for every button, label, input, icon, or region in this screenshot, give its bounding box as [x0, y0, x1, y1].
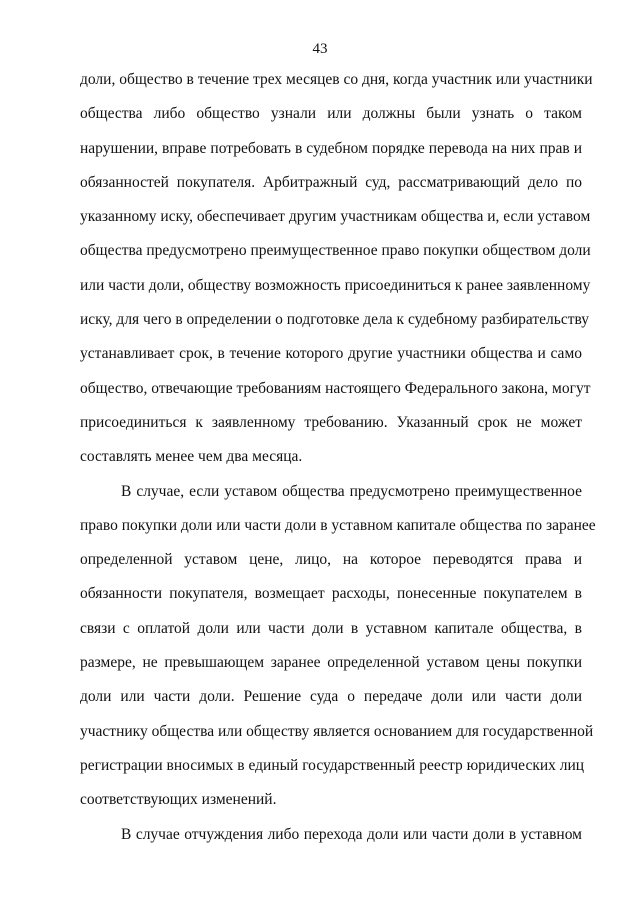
text-line: право покупки доли или части доли в уставном капитале общества по заранее — [80, 516, 596, 534]
text-line: регистрации вносимых в единый государственный реестр юридических лиц — [80, 756, 585, 774]
paragraph — [80, 475, 596, 818]
text-line: нарушении, вправе потребовать в судебном порядке перевода на них прав и — [80, 139, 582, 157]
text-line: составлять менее чем два месяца. — [80, 448, 303, 466]
document-body — [80, 63, 596, 852]
text-line: общества предусмотрено преимущественное право покупки обществом доли — [80, 242, 591, 260]
text-line: указанному иску, обеспечивает другим участникам общества и, если уставом — [80, 208, 591, 226]
paragraph — [80, 818, 582, 852]
text-line: общества либо общество узнали или должны были узнать о таком — [80, 105, 582, 123]
text-line: обязанности покупателя, возмещает расходы, понесенные покупателем в — [80, 585, 582, 603]
text-line: обязанностей покупателя. Арбитражный суд, рассматривающий дело по — [80, 173, 582, 191]
text-line: присоединиться к заявленному требованию. Указанный срок не может — [80, 413, 582, 431]
text-line: связи с оплатой доли или части доли в уставном капитале общества, в — [80, 619, 582, 637]
text-line: доли или части доли. Решение суда о передаче доли или части доли — [80, 688, 582, 706]
text-line: устанавливает срок, в течение которого другие участники общества и само — [80, 345, 582, 363]
text-line: определенной уставом цене, лицо, на которое переводятся права и — [80, 551, 582, 569]
text-line: доли, общество в течение трех месяцев со дня, когда участник или участники — [80, 71, 593, 88]
text-line: общество, отвечающие требованиям настоящего Федерального закона, могут — [80, 379, 591, 397]
page-number: 43 — [312, 41, 328, 57]
text-line: В случае, если уставом общества предусмотрено преимущественное — [121, 482, 582, 500]
text-line: размере, не превышающем заранее определенной уставом цены покупки — [80, 654, 582, 672]
paragraph — [80, 63, 593, 475]
text-line: соответствующих изменений. — [80, 791, 277, 809]
text-line: участнику общества или обществу является основанием для государственной — [80, 722, 594, 740]
text-line: В случае отчуждения либо перехода доли или части доли в уставном — [121, 825, 582, 843]
text-line: или части доли, обществу возможность присоединиться к ранее заявленному — [80, 276, 591, 294]
text-line: иску, для чего в определении о подготовке дела к судебному разбирательству — [80, 311, 590, 329]
